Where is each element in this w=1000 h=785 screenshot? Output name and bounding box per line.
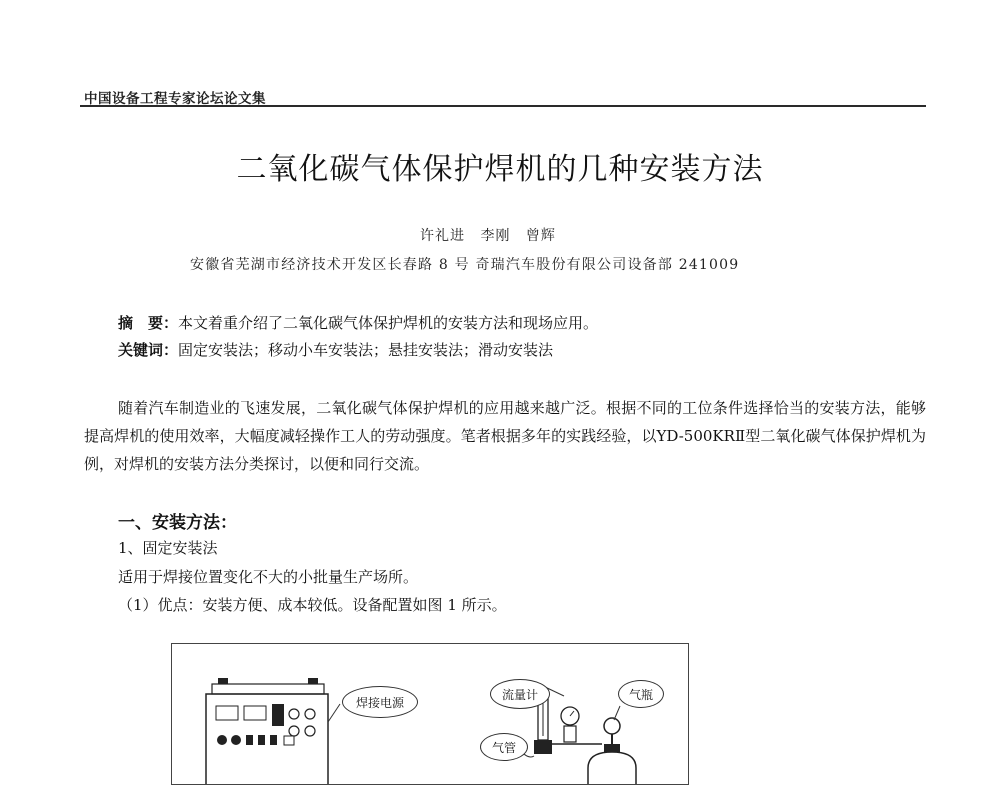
article-title: 二氧化碳气体保护焊机的几种安装方法	[236, 152, 764, 187]
subsection-description: 适用于焊接位置变化不大的小批量生产场所。	[118, 568, 419, 586]
figure-drawing	[172, 644, 688, 784]
subsection-title: 1、固定安装法	[118, 539, 218, 557]
gas-cylinder-illustration	[588, 706, 636, 784]
regulator-illustration	[552, 707, 602, 744]
article-authors: 许礼进 李刚 曾辉	[420, 228, 556, 244]
header-divider	[80, 105, 926, 107]
intro-section	[84, 394, 926, 478]
abstract-text: 本文着重介绍了二氧化碳气体保护焊机的安装方法和现场应用。	[178, 314, 599, 332]
figure-1	[171, 643, 689, 785]
callout-gas-pipe: 气管	[480, 733, 528, 761]
article-affiliation: 安徽省芜湖市经济技术开发区长春路 8 号 奇瑞汽车股份有限公司设备部 241009	[190, 257, 740, 273]
callout-power-source: 焊接电源	[342, 686, 418, 718]
keywords	[118, 339, 553, 360]
keywords-text: 固定安装法；移动小车安装法；悬挂安装法；滑动安装法	[178, 341, 554, 359]
welding-power-source-illustration	[206, 678, 340, 784]
section-heading: 一、安装方法：	[118, 513, 237, 533]
intro-paragraph: 随着汽车制造业的飞速发展，二氧化碳气体保护焊机的应用越来越广泛。根据不同的工位条件选择恰当的安装方法，能够提高焊机的使用效率，大幅度减轻操作工人的劳动强度。笔者根据多年的实践经验，以YD-500KRⅡ型二氧化碳气体保护焊机为例，对焊机的安装方法分类探讨，以便和同行交流。	[84, 399, 926, 473]
abstract-label: 摘 要：	[118, 314, 179, 332]
callout-gas-cylinder: 气瓶	[618, 680, 664, 708]
callout-flow-meter: 流量计	[490, 679, 550, 709]
abstract	[118, 312, 598, 333]
journal-header: 中国设备工程专家论坛论文集	[84, 91, 266, 107]
keywords-label: 关键词：	[118, 341, 179, 359]
subsection-advantage: （1）优点：安装方便、成本较低。设备配置如图 1 所示。	[118, 596, 507, 614]
